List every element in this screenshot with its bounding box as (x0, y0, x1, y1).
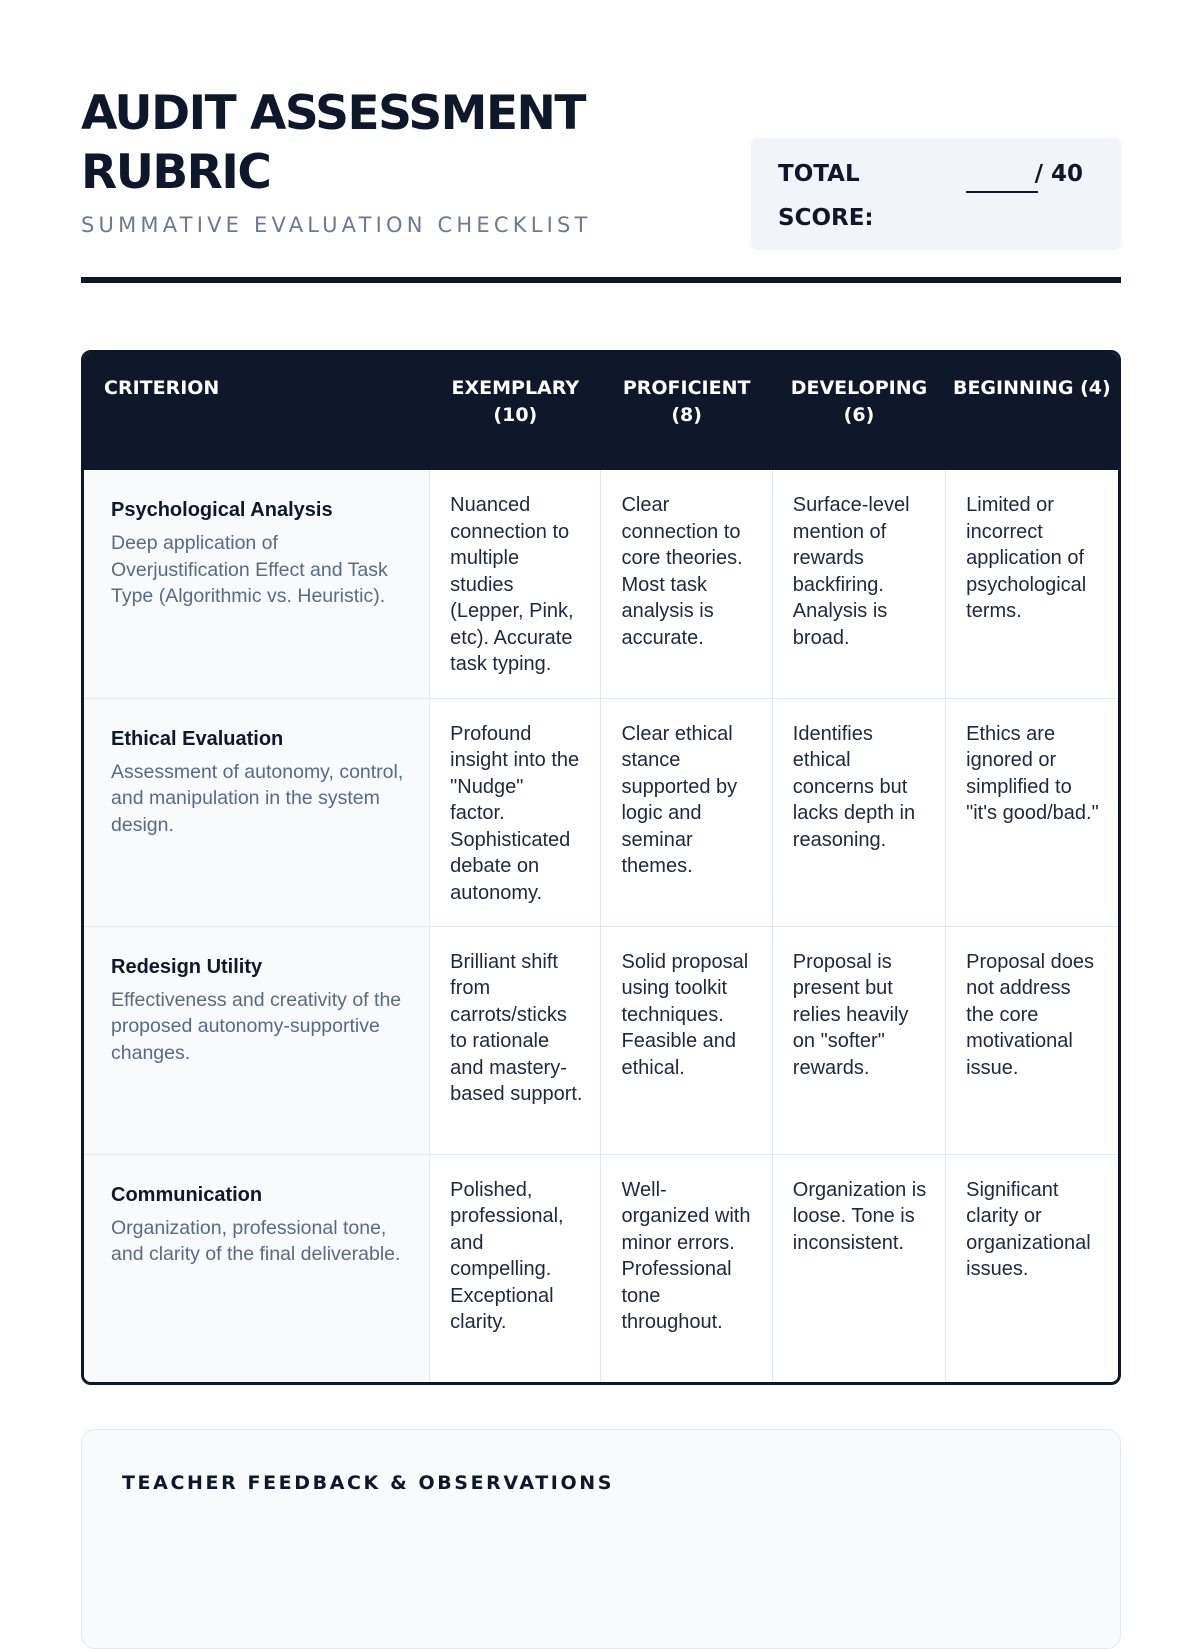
column-header: DEVELOPING (6) (772, 353, 945, 470)
criterion-description: Effectiveness and creativity of the proposed autonomy-supportive changes. (111, 988, 402, 1064)
criterion-name: Communication (111, 1183, 263, 1206)
rubric-cell: Proposal is present but relies heavily on "softer" rewards. (772, 926, 945, 1154)
column-header: PROFICIENT (8) (601, 353, 772, 470)
criterion-cell (84, 1154, 430, 1382)
table-row (84, 926, 1118, 1154)
column-header: EXEMPLARY (10) (430, 353, 601, 470)
rubric-cell: Brilliant shift from carrots/sticks to rationale and mastery-based support. (430, 926, 601, 1154)
rubric-cell: Clear ethical stance supported by logic and seminar themes. (601, 698, 772, 926)
rubric-cell: Profound insight into the "Nudge" factor. Sophisticated debate on autonomy. (430, 698, 601, 926)
table-row (84, 470, 1118, 698)
total-score-max: / 40 (1034, 161, 1083, 187)
table-row (84, 1154, 1118, 1382)
rubric-cell: Significant clarity or organizational issues. (966, 1178, 1091, 1280)
page-title: AUDIT ASSESSMENT RUBRIC (81, 86, 585, 200)
criterion-name: Redesign Utility (111, 955, 263, 978)
rubric-page (81, 0, 1121, 1494)
criterion-description: Organization, professional tone, and clarity of the final deliverable. (111, 1216, 401, 1265)
total-score-box (751, 138, 1121, 250)
table-header-row (84, 353, 1118, 470)
rubric-cell: Well-organized with minor errors. Professional tone throughout. (601, 1154, 772, 1382)
criterion-description: Deep application of Overjustification Effect and Task Type (Algorithmic vs. Heuristic). (111, 532, 388, 607)
rubric-cell: Nuanced connection to multiple studies (Lepper, Pink, etc). Accurate task typing. (430, 470, 601, 698)
table-row (84, 698, 1118, 926)
criterion-cell (84, 926, 430, 1154)
feedback-title: TEACHER FEEDBACK & OBSERVATIONS (122, 1472, 615, 1494)
rubric-cell: Surface-level mention of rewards backfiring. Analysis is broad. (772, 470, 945, 698)
total-score-label: TOTAL SCORE: (778, 161, 874, 231)
criterion-description: Assessment of autonomy, control, and manipulation in the system design. (111, 760, 404, 836)
criterion-name: Psychological Analysis (111, 499, 333, 521)
rubric-cell: Ethics are ignored or simplified to "it's good/bad." (946, 698, 1118, 926)
rubric-cell: Polished, professional, and compelling. Exceptional clarity. (430, 1154, 601, 1382)
rubric-cell: Clear connection to core theories. Most task analysis is accurate. (601, 470, 772, 698)
page-header (81, 0, 1121, 283)
header-divider (81, 277, 1121, 283)
teacher-feedback-box[interactable] (81, 1429, 1121, 1649)
rubric-cell: Identifies ethical concerns but lacks depth in reasoning. (772, 698, 945, 926)
rubric-cell: Solid proposal using toolkit techniques. Feasible and ethical. (601, 926, 772, 1154)
column-header: BEGINNING (4) (946, 353, 1118, 470)
rubric-cell: Limited or incorrect application of psychological terms. (946, 470, 1118, 698)
rubric-table (81, 350, 1121, 1385)
rubric-cell: Proposal does not address the core motivational issue. (946, 926, 1118, 1154)
page-subtitle: SUMMATIVE EVALUATION CHECKLIST (81, 213, 592, 237)
rubric-cell: Organization is loose. Tone is inconsistent. (772, 1154, 945, 1382)
criterion-cell (84, 698, 430, 926)
criterion-cell (84, 470, 430, 698)
column-header: CRITERION (84, 353, 430, 470)
criterion-name: Ethical Evaluation (111, 727, 284, 750)
